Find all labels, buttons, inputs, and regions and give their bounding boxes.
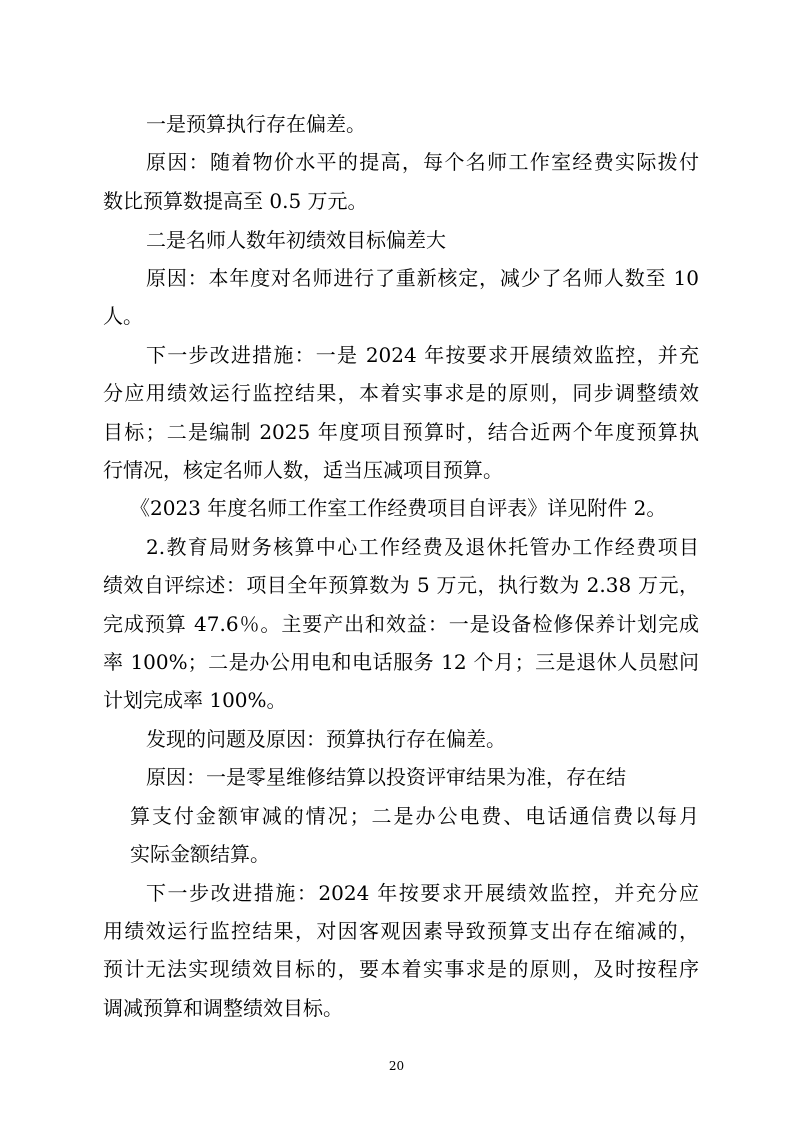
text-line: 完成预算 47.6％。主要产出和效益：一是设备检修保养计划完成 <box>103 612 699 636</box>
text-line: 下一步改进措施：2024 年按要求开展绩效监控，并充分应 <box>146 881 699 905</box>
text-line: 《2023 年度名师工作室工作经费项目自评表》详见附件 2。 <box>130 496 667 520</box>
text-line: 原因：随着物价水平的提高，每个名师工作室经费实际拨付 <box>146 150 699 174</box>
text-line: 调减预算和调整绩效目标。 <box>103 996 343 1020</box>
text-line: 2.教育局财务核算中心工作经费及退休托管办工作经费项目 <box>146 535 699 559</box>
text-line: 实际金额结算。 <box>130 842 270 866</box>
text-line: 原因：本年度对名师进行了重新核定，减少了名师人数至 10 <box>146 266 699 290</box>
text-line: 一是预算执行存在偏差。 <box>146 112 366 136</box>
text-line: 计划完成率 100%。 <box>103 688 287 712</box>
text-line: 算支付金额审减的情况；二是办公电费、电话通信费以每月 <box>130 804 699 828</box>
text-line: 分应用绩效运行监控结果，本着实事求是的原则，同步调整绩效 <box>103 381 699 405</box>
text-line: 原因：一是零星维修结算以投资评审结果为准，存在结 <box>146 765 626 789</box>
text-line: 预计无法实现绩效目标的，要本着实事求是的原则，及时按程序 <box>103 957 699 981</box>
text-line: 用绩效运行监控结果，对因客观因素导致预算支出存在缩减的， <box>103 919 699 943</box>
page-number: 20 <box>388 1059 405 1073</box>
text-line: 发现的问题及原因：预算执行存在偏差。 <box>146 727 506 751</box>
text-line: 目标；二是编制 2025 年度项目预算时，结合近两个年度预算执 <box>103 420 699 444</box>
text-line: 数比预算数提高至 0.5 万元。 <box>103 189 368 213</box>
text-line: 二是名师人数年初绩效目标偏差大 <box>146 228 446 252</box>
text-line: 绩效自评综述：项目全年预算数为 5 万元，执行数为 2.38 万元， <box>103 573 699 597</box>
text-line: 下一步改进措施：一是 2024 年按要求开展绩效监控，并充 <box>146 343 699 367</box>
text-line: 人。 <box>103 304 143 328</box>
text-line: 行情况，核定名师人数，适当压减项目预算。 <box>103 458 503 482</box>
text-line: 率 100%；二是办公用电和电话服务 12 个月；三是退休人员慰问 <box>103 650 699 674</box>
